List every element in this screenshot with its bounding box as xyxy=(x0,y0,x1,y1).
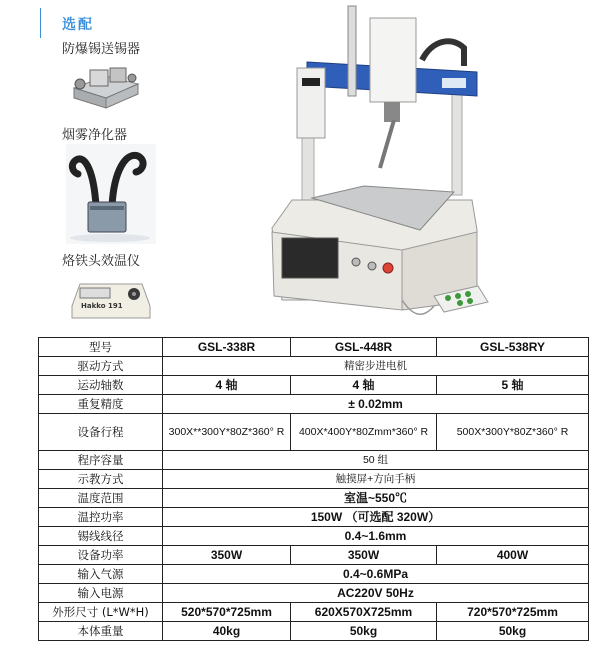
row-value: ± 0.02mm xyxy=(163,395,589,414)
table-header-label: 型号 xyxy=(39,338,163,357)
row-value: 350W xyxy=(291,546,437,565)
section-title: 选配 xyxy=(62,17,94,33)
row-value: 5 轴 xyxy=(437,376,589,395)
table-row xyxy=(39,565,589,584)
row-value: 150W （可选配 320W） xyxy=(163,508,589,527)
table-row xyxy=(39,414,589,451)
thermometer-brand: Hakko 191 xyxy=(81,302,123,310)
row-label: 驱动方式 xyxy=(39,357,163,376)
row-value: 50 组 xyxy=(163,451,589,470)
table-row xyxy=(39,622,589,641)
table-row xyxy=(39,395,589,414)
row-value: 40kg xyxy=(163,622,291,641)
row-value: 400X*400Y*80Zmm*360° R xyxy=(291,414,437,451)
tip-thermometer-icon xyxy=(66,270,156,330)
row-label: 温控功率 xyxy=(39,508,163,527)
title-accent-line xyxy=(40,8,41,38)
table-row xyxy=(39,357,589,376)
row-value: 50kg xyxy=(437,622,589,641)
row-label: 示教方式 xyxy=(39,470,163,489)
row-value: 4 轴 xyxy=(291,376,437,395)
row-label: 程序容量 xyxy=(39,451,163,470)
row-value: 720*570*725mm xyxy=(437,603,589,622)
accessory-label-fume: 烟雾净化器 xyxy=(62,128,128,143)
fume-extractor-icon xyxy=(66,144,156,244)
row-label: 温度范围 xyxy=(39,489,163,508)
table-row xyxy=(39,584,589,603)
soldering-robot-image xyxy=(252,0,492,330)
row-label: 锡线线径 xyxy=(39,527,163,546)
row-value: 室温~550℃ xyxy=(163,489,589,508)
row-label: 外形尺寸 (L*W*H) xyxy=(39,603,163,622)
row-value: 520*570*725mm xyxy=(163,603,291,622)
model-338: GSL-338R xyxy=(163,338,291,357)
model-448: GSL-448R xyxy=(291,338,437,357)
row-value: AC220V 50Hz xyxy=(163,584,589,603)
row-value: 触摸屏+方向手柄 xyxy=(163,470,589,489)
row-label: 输入气源 xyxy=(39,565,163,584)
table-row xyxy=(39,376,589,395)
spec-table xyxy=(38,337,589,641)
table-row xyxy=(39,508,589,527)
table-header-row xyxy=(39,338,589,357)
row-value: 620X570X725mm xyxy=(291,603,437,622)
table-row xyxy=(39,470,589,489)
accessory-label-thermo: 烙铁头效温仪 xyxy=(62,254,141,269)
row-value: 0.4~1.6mm xyxy=(163,527,589,546)
model-538: GSL-538RY xyxy=(437,338,589,357)
table-row xyxy=(39,527,589,546)
table-row xyxy=(39,451,589,470)
row-label: 重复精度 xyxy=(39,395,163,414)
row-value: 4 轴 xyxy=(163,376,291,395)
table-row xyxy=(39,603,589,622)
row-value: 500X*300Y*80Z*360° R xyxy=(437,414,589,451)
row-label: 本体重量 xyxy=(39,622,163,641)
accessory-label-feeder: 防爆锡送锡器 xyxy=(62,42,141,57)
row-value: 400W xyxy=(437,546,589,565)
row-label: 设备功率 xyxy=(39,546,163,565)
table-row xyxy=(39,489,589,508)
row-value: 350W xyxy=(163,546,291,565)
row-value: 50kg xyxy=(291,622,437,641)
solder-feeder-icon xyxy=(66,58,146,114)
row-label: 设备行程 xyxy=(39,414,163,451)
row-label: 输入电源 xyxy=(39,584,163,603)
row-value: 0.4~0.6MPa xyxy=(163,565,589,584)
table-row xyxy=(39,546,589,565)
row-value: 300X**300Y*80Z*360° R xyxy=(163,414,291,451)
row-value: 精密步进电机 xyxy=(163,357,589,376)
row-label: 运动轴数 xyxy=(39,376,163,395)
